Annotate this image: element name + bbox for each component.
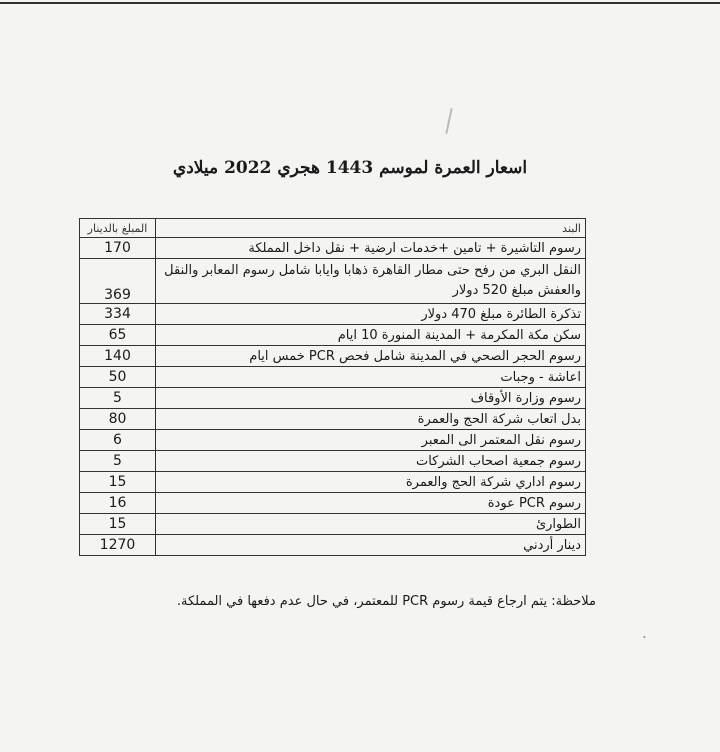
row-item: رسوم وزارة الأوقاف <box>156 388 586 409</box>
row-item: تذكرة الطائرة مبلغ 470 دولار <box>156 304 586 325</box>
table-row <box>80 472 586 493</box>
table-row <box>80 304 586 325</box>
table-row <box>80 430 586 451</box>
row-item: رسوم الحجر الصحي في المدينة شامل فحص PCR خمس ايام <box>156 346 586 367</box>
row-amount: 369 <box>80 259 156 304</box>
table-row <box>80 367 586 388</box>
row-amount: 50 <box>80 367 156 388</box>
row-amount: 5 <box>80 388 156 409</box>
top-edge-line <box>0 2 720 4</box>
table-row <box>80 238 586 259</box>
row-amount: 334 <box>80 304 156 325</box>
row-amount: 140 <box>80 346 156 367</box>
row-item: رسوم PCR عودة <box>156 493 586 514</box>
row-amount: 170 <box>80 238 156 259</box>
row-amount: 6 <box>80 430 156 451</box>
prices-table <box>79 218 586 556</box>
footnote: ملاحظة: يتم ارجاع قيمة رسوم PCR للمعتمر، في حال عدم دفعها في المملكة. <box>176 594 596 609</box>
total-amount: 1270 <box>80 535 156 556</box>
row-amount: 15 <box>80 514 156 535</box>
row-amount: 5 <box>80 451 156 472</box>
table-row <box>80 451 586 472</box>
row-item: الطوارئ <box>156 514 586 535</box>
header-item: البند <box>156 219 586 238</box>
table-row <box>80 493 586 514</box>
row-item: رسوم جمعية اصحاب الشركات <box>156 451 586 472</box>
table-total-row <box>80 535 586 556</box>
row-amount: 80 <box>80 409 156 430</box>
row-item: سكن مكة المكرمة + المدينة المنورة 10 ايام <box>156 325 586 346</box>
row-amount: 16 <box>80 493 156 514</box>
table-row <box>80 514 586 535</box>
row-item: اعاشة - وجبات <box>156 367 586 388</box>
row-item: رسوم التاشيرة + تامين +خدمات ارضية + نقل داخل المملكة <box>156 238 586 259</box>
document-title: اسعار العمرة لموسم 1443 هجري 2022 ميلادي <box>172 158 528 178</box>
pen-mark <box>445 108 452 134</box>
table-row <box>80 346 586 367</box>
row-amount: 15 <box>80 472 156 493</box>
row-amount: 65 <box>80 325 156 346</box>
total-currency-label: دينار أردني <box>156 535 586 556</box>
table-row <box>80 259 586 304</box>
table-row <box>80 325 586 346</box>
table-header-row <box>80 219 586 238</box>
table-row <box>80 388 586 409</box>
table-row <box>80 409 586 430</box>
row-item: رسوم نقل المعتمر الى المعبر <box>156 430 586 451</box>
row-item: رسوم اداري شركة الحج والعمرة <box>156 472 586 493</box>
header-amount: المبلغ بالدينار <box>80 219 156 238</box>
row-item: بدل اتعاب شركة الحج والعمرة <box>156 409 586 430</box>
row-item: النقل البري من رفح حتى مطار القاهرة ذهابا وايابا شامل رسوم المعابر والنقل والعفش مبلغ 520 دولار <box>156 259 586 304</box>
